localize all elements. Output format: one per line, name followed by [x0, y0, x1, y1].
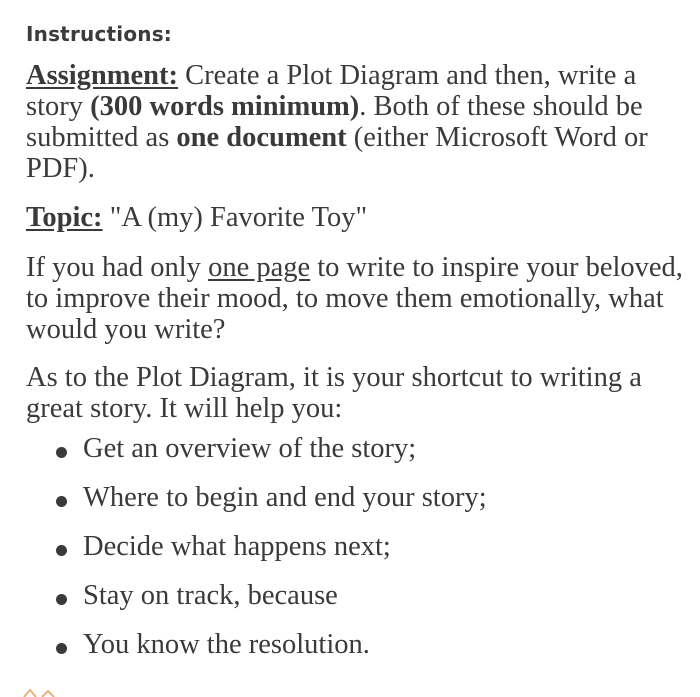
list-item — [0, 482, 700, 531]
assignment-label: Assignment: — [26, 60, 179, 91]
partial-image-icon — [22, 688, 62, 697]
topic-paragraph — [26, 202, 686, 233]
prompt-paragraph — [26, 252, 686, 345]
list-item-text: Decide what happens next; — [83, 531, 391, 562]
bullet-dot-icon — [56, 594, 67, 605]
assignment-bold-one-document: one document — [176, 122, 347, 153]
prompt-text-2: to write to inspire your beloved, to improve their mood, to move them emotionally, what would you write? — [26, 252, 683, 345]
plot-intro-paragraph: As to the Plot Diagram, it is your shortcut to writing a great story. It will help you: — [26, 362, 642, 424]
bullet-dot-icon — [56, 545, 67, 556]
benefits-list — [0, 433, 700, 678]
list-item — [0, 629, 700, 678]
prompt-text-1: If you had only — [26, 252, 209, 283]
list-item-text: Get an overview of the story; — [83, 433, 417, 464]
assignment-paragraph — [26, 60, 686, 184]
list-item — [0, 531, 700, 580]
assignment-bold-word-count: (300 words minimum) — [90, 91, 360, 122]
list-item-text: Stay on track, because — [83, 580, 338, 611]
bullet-dot-icon — [56, 496, 67, 507]
topic-label: Topic: — [26, 202, 103, 233]
assignment-text-3: (either Microsoft Word or PDF). — [26, 122, 648, 184]
assignment-text-1: Create a Plot Diagram and then, write a story — [26, 60, 637, 122]
prompt-underlined: one page — [208, 252, 311, 283]
list-item-text: Where to begin and end your story; — [83, 482, 487, 513]
list-item — [0, 433, 700, 482]
assignment-text-2: . Both of these should be submitted as — [26, 91, 643, 153]
list-item-text: You know the resolution. — [83, 629, 370, 660]
bullet-dot-icon — [56, 447, 67, 458]
bullet-dot-icon — [56, 643, 67, 654]
topic-text: "A (my) Favorite Toy" — [102, 202, 368, 233]
instructions-heading: Instructions: — [26, 22, 172, 46]
list-item — [0, 580, 700, 629]
